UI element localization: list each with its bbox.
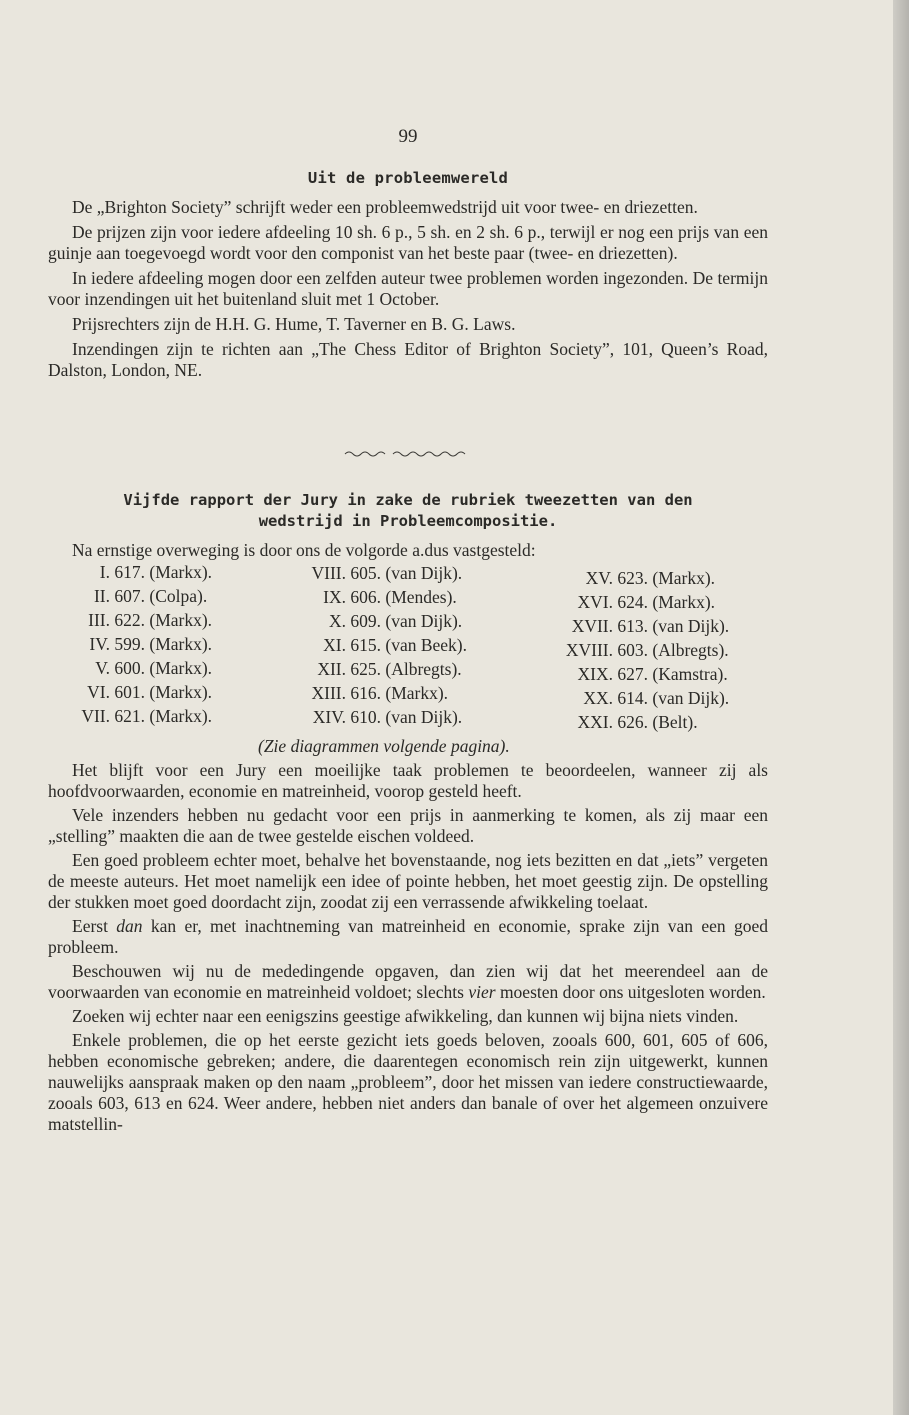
text-run: Beschouwen wij nu de mededingende opgaven, dan zien wij dat het meerendeel aan de voorwaarden van economie en matreinheid voldoet; slechts [48, 961, 768, 1002]
text-run: kan er, met inachtneming van matreinheid en economie, sprake zijn van een goed probleem. [48, 916, 768, 957]
rank-entry: 607. (Colpa). [114, 586, 208, 606]
ranking-row [555, 710, 729, 734]
rank-numeral: XIV. [312, 707, 346, 727]
rank-numeral: XXI. [577, 712, 613, 732]
rank-entry: 621. (Markx). [114, 706, 213, 726]
rank-numeral: VII. [81, 706, 110, 726]
rank-numeral: II. [93, 586, 110, 606]
paragraph: Prijsrechters zijn de H.H. G. Hume, T. Taverner en B. G. Laws. [72, 314, 516, 334]
rank-entry: 606. (Mendes). [350, 587, 457, 607]
rank-entry: 627. (Kamstra). [617, 664, 728, 684]
paragraph: Inzendingen zijn te richten aan „The Chess Editor of Brighton Society”, 101, Queen’s Road, Dalston, London, NE. [48, 339, 768, 380]
ranking-row [555, 638, 729, 662]
ranking-row [555, 566, 729, 590]
rank-numeral: XVIII. [565, 640, 613, 660]
rank-entry: 599. (Markx). [114, 634, 213, 654]
paragraph: Een goed probleem echter moet, behalve het bovenstaande, nog iets bezitten en dat „iets” vergeten de meeste auteurs. Het moet namelijk een idee of pointe hebben, het moet geestig zijn. De opstelling der stukken moet goed doordacht zijn, zoodat zij een verrassende afwikkeling toelaat. [48, 850, 768, 912]
ranking-column-3 [555, 566, 729, 734]
ranking-column-1 [48, 560, 212, 728]
ranking-row [555, 614, 729, 638]
paragraph: Zoeken wij echter naar een eenigszins geestige afwikkeling, dan kunnen wij bijna niets vinden. [72, 1006, 739, 1026]
page-content [48, 0, 768, 1415]
rank-entry: 609. (van Dijk). [350, 611, 463, 631]
rank-entry: 603. (Albregts). [617, 640, 729, 660]
page-number: 99 [398, 126, 418, 147]
rank-numeral: XIII. [311, 683, 346, 703]
paragraph: De prijzen zijn voor iedere afdeeling 10 sh. 6 p., 5 sh. en 2 sh. 6 p., terwijl er nog een prijs van een guinje aan toegevoegd wordt voor den componist van het beste paar (twee- en driezetten). [48, 222, 768, 263]
section-title-probleemwereld: Uit de probleemwereld [307, 169, 509, 187]
rank-entry: 623. (Markx). [617, 568, 716, 588]
rank-entry: 600. (Markx). [114, 658, 213, 678]
ranking-row [286, 633, 467, 657]
rank-entry: 617. (Markx). [114, 562, 213, 582]
ranking-row [555, 662, 729, 686]
rank-numeral: IX. [323, 587, 346, 607]
ranking-row [48, 584, 212, 608]
ranking-row [48, 656, 212, 680]
rank-entry: 624. (Markx). [617, 592, 716, 612]
rank-entry: 616. (Markx). [350, 683, 449, 703]
ranking-row [48, 704, 212, 728]
report-title [48, 490, 768, 532]
emphasis: dan [116, 916, 143, 936]
paragraph: In iedere afdeeling mogen door een zelfden auteur twee problemen worden ingezonden. De termijn voor inzendingen uit het buitenland sluit met 1 October. [48, 268, 768, 309]
rank-numeral: XVI. [577, 592, 613, 612]
text-run: moesten door ons uitgesloten worden. [495, 982, 766, 1002]
rank-numeral: XV. [585, 568, 613, 588]
emphasis: vier [468, 982, 496, 1002]
rank-numeral: III. [88, 610, 110, 630]
ranking-row [286, 681, 467, 705]
report-title-line: Vijfde rapport der Jury in zake de rubriek tweezetten van den [123, 491, 693, 509]
rank-numeral: I. [99, 562, 110, 582]
rank-numeral: XIX. [577, 664, 613, 684]
ranking-column-2 [286, 561, 467, 729]
paragraph: Het blijft voor een Jury een moeilijke taak problemen te beoordeelen, wanneer zij als hoofdvoorwaarden, economie en matreinheid, voorop gesteld heeft. [48, 760, 768, 801]
rank-entry: 605. (van Dijk). [350, 563, 463, 583]
paragraph [48, 961, 768, 1003]
rank-entry: 613. (van Dijk). [617, 616, 730, 636]
rank-numeral: VI. [87, 682, 110, 702]
rank-numeral: XI. [323, 635, 346, 655]
rank-entry: 622. (Markx). [114, 610, 213, 630]
rank-entry: 610. (van Dijk). [350, 707, 463, 727]
ranking-row [48, 560, 212, 584]
rank-entry: 601. (Markx). [114, 682, 213, 702]
ranking-row [555, 590, 729, 614]
ranking-row [555, 686, 729, 710]
rank-numeral: VIII. [311, 563, 346, 583]
ranking-row [286, 609, 467, 633]
rank-entry: 625. (Albregts). [350, 659, 462, 679]
ranking-intro: Na ernstige overweging is door ons de volgorde a.dus vastgesteld: [72, 540, 536, 560]
rank-numeral: X. [328, 611, 346, 631]
rank-numeral: XII. [317, 659, 346, 679]
ranking-row [286, 705, 467, 729]
paragraph [48, 916, 768, 958]
diagram-reference-note: (Zie diagrammen volgende pagina). [258, 736, 510, 756]
rank-entry: 614. (van Dijk). [617, 688, 730, 708]
ranking-row [286, 561, 467, 585]
rank-entry: 626. (Belt). [617, 712, 698, 732]
ranking-row [48, 608, 212, 632]
ranking-row [48, 632, 212, 656]
ranking-row [286, 657, 467, 681]
rank-numeral: XX. [583, 688, 613, 708]
rank-numeral: V. [95, 658, 110, 678]
rank-numeral: XVII. [571, 616, 613, 636]
ranking-row [286, 585, 467, 609]
ranking-row [48, 680, 212, 704]
text-run: Eerst [72, 916, 117, 936]
paragraph: Enkele problemen, die op het eerste gezicht iets goeds beloven, zooals 600, 601, 605 of 606, hebben economische gebreken; andere, die daarentegen economisch rein zijn uitgewerkt, kunnen nauwelijks aanspraak maken op den naam „probleem”, door het missen van iedere constructiewaarde, zooals 603, 613 en 624. Weer andere, hebben niet anders dan banale of over het algemeen onzuivere matstellin- [48, 1030, 768, 1134]
report-body [48, 760, 768, 1138]
scanner-edge [893, 0, 909, 1415]
report-title-line: wedstrijd in Probleemcompositie. [258, 512, 558, 530]
rank-entry: 615. (van Beek). [350, 635, 468, 655]
section-probleemwereld-body [48, 197, 768, 385]
paragraph: Vele inzenders hebben nu gedacht voor een prijs in aanmerking te komen, als zij maar een „stelling” maakten die aan de twee gestelde eischen voldeed. [48, 805, 768, 846]
rank-numeral: IV. [89, 634, 110, 654]
paragraph: De „Brighton Society” schrijft weder een probleemwedstrijd uit voor twee- en driezetten. [72, 197, 698, 217]
wavy-divider-ornament [343, 448, 473, 460]
